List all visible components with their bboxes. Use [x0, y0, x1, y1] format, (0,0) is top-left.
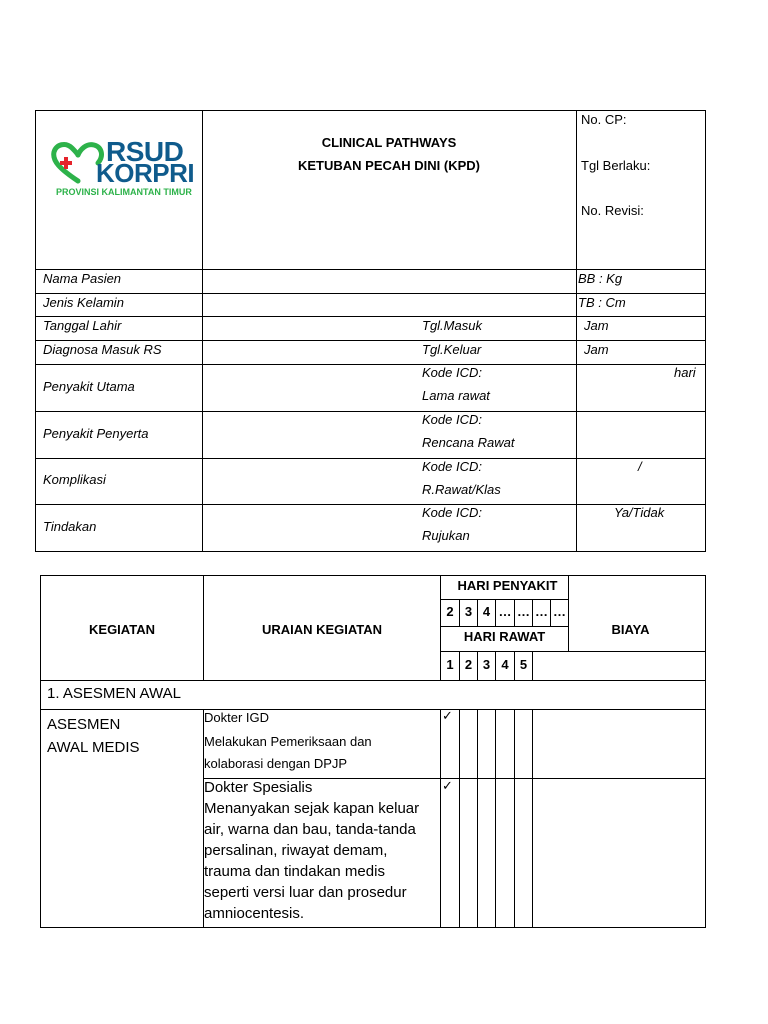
rawat-klas-label: R.Rawat/Klas: [422, 482, 501, 497]
slash-separator: /: [638, 459, 642, 474]
tb-label: TB : Cm: [578, 295, 626, 310]
no-revisi-label: No. Revisi:: [581, 203, 644, 218]
tgl-masuk-label: Tgl.Masuk: [422, 318, 482, 333]
row-divider: [35, 293, 706, 294]
document-subtitle: KETUBAN PECAH DINI (KPD): [298, 158, 480, 173]
kode-icd-label: Kode ICD:: [422, 365, 482, 380]
row2-desc-line: air, warna dan bau, tanda-tanda: [204, 821, 416, 838]
day-divider: [459, 709, 460, 928]
hari-penyakit-day: 2: [446, 604, 454, 619]
col-divider: [440, 709, 441, 928]
kegiatan-header: KEGIATAN: [89, 622, 155, 637]
rencana-rawat-label: Rencana Rawat: [422, 435, 515, 450]
hari-rawat-day: 5: [519, 657, 528, 672]
hari-rawat-day: 2: [464, 657, 473, 672]
hari-rawat-day: 1: [446, 657, 454, 672]
day-divider: [477, 709, 478, 928]
row-divider: [35, 504, 706, 505]
tgl-berlaku-label: Tgl Berlaku:: [581, 158, 651, 173]
lama-rawat-label: Lama rawat: [422, 388, 490, 403]
jam-keluar-label: Jam: [584, 342, 609, 357]
row-divider: [35, 316, 706, 317]
kode-icd-label: Kode ICD:: [422, 412, 482, 427]
row2-desc-line: Menanyakan sejak kapan keluar: [204, 800, 420, 817]
bb-label: BB : Kg: [578, 271, 623, 286]
hari-rawat-header: HARI RAWAT: [463, 629, 546, 644]
kode-icd-label: Kode ICD:: [422, 459, 482, 474]
row2-desc-line: amniocentesis.: [204, 905, 305, 922]
penyakit-penyerta-label: Penyakit Penyerta: [43, 426, 149, 441]
col-divider: [532, 651, 533, 680]
row-divider: [35, 411, 706, 412]
biaya-header: BIAYA: [611, 622, 650, 637]
logo-brand-line2: KORPRI: [96, 158, 195, 188]
row-divider: [440, 651, 706, 652]
day-divider: [495, 709, 496, 928]
jenis-kelamin-label: Jenis Kelamin: [43, 295, 124, 310]
tanggal-lahir-label: Tanggal Lahir: [43, 318, 122, 333]
tgl-keluar-label: Tgl.Keluar: [422, 342, 482, 357]
row-divider: [40, 709, 706, 710]
header-divider: [202, 110, 203, 552]
row2-desc-line: seperti versi luar dan prosedur: [204, 884, 407, 901]
hari-label: hari: [674, 365, 696, 380]
check-icon: ✓: [442, 778, 453, 793]
row-divider: [40, 680, 706, 681]
hari-penyakit-header: HARI PENYAKIT: [457, 578, 558, 593]
diagnosa-masuk-label: Diagnosa Masuk RS: [43, 342, 162, 357]
row-divider: [440, 626, 568, 627]
ya-tidak-label: Ya/Tidak: [614, 505, 665, 520]
kode-icd-label: Kode ICD:: [422, 505, 482, 520]
hari-penyakit-day: …: [553, 604, 566, 619]
row2-desc-line: trauma dan tindakan medis: [204, 863, 385, 880]
row2-desc-line: persalinan, riwayat demam,: [204, 842, 388, 859]
asesmen-label-line2: AWAL MEDIS: [47, 739, 140, 756]
check-icon: ✓: [442, 708, 453, 723]
row-divider: [35, 458, 706, 459]
hari-rawat-day: 4: [501, 657, 509, 672]
day-divider: [514, 709, 515, 928]
row-divider: [35, 364, 706, 365]
row1-desc-line1: Melakukan Pemeriksaan dan: [204, 734, 372, 749]
col-divider: [532, 709, 533, 928]
document-title: CLINICAL PATHWAYS: [321, 135, 457, 150]
hari-penyakit-day: …: [535, 604, 548, 619]
hari-penyakit-day: 3: [464, 604, 473, 619]
row-divider: [440, 599, 568, 600]
row1-title: Dokter IGD: [204, 710, 270, 725]
komplikasi-label: Komplikasi: [43, 472, 106, 487]
hari-penyakit-day: 4: [482, 604, 491, 619]
no-cp-label: No. CP:: [581, 112, 627, 127]
rujukan-label: Rujukan: [422, 528, 470, 543]
jam-masuk-label: Jam: [584, 318, 609, 333]
penyakit-utama-label: Penyakit Utama: [43, 379, 135, 394]
logo-brand-line1: RSUD: [106, 136, 184, 167]
asesmen-label-line1: ASESMEN: [47, 716, 121, 733]
section-title: 1. ASESMEN AWAL: [47, 685, 181, 702]
hari-penyakit-day: …: [517, 604, 530, 619]
header-divider: [576, 110, 577, 552]
row-divider: [35, 269, 706, 270]
tindakan-label: Tindakan: [43, 519, 97, 534]
uraian-header: URAIAN KEGIATAN: [261, 622, 383, 637]
logo-subtitle: PROVINSI KALIMANTAN TIMUR: [56, 187, 192, 197]
row2-title: Dokter Spesialis: [204, 779, 313, 796]
nama-pasien-label: Nama Pasien: [43, 271, 122, 286]
row1-desc-line2: kolaborasi dengan DPJP: [204, 756, 348, 771]
hari-penyakit-day: …: [498, 604, 512, 619]
row-divider: [35, 340, 706, 341]
hospital-logo: [50, 138, 195, 200]
hari-rawat-day: 3: [482, 657, 491, 672]
